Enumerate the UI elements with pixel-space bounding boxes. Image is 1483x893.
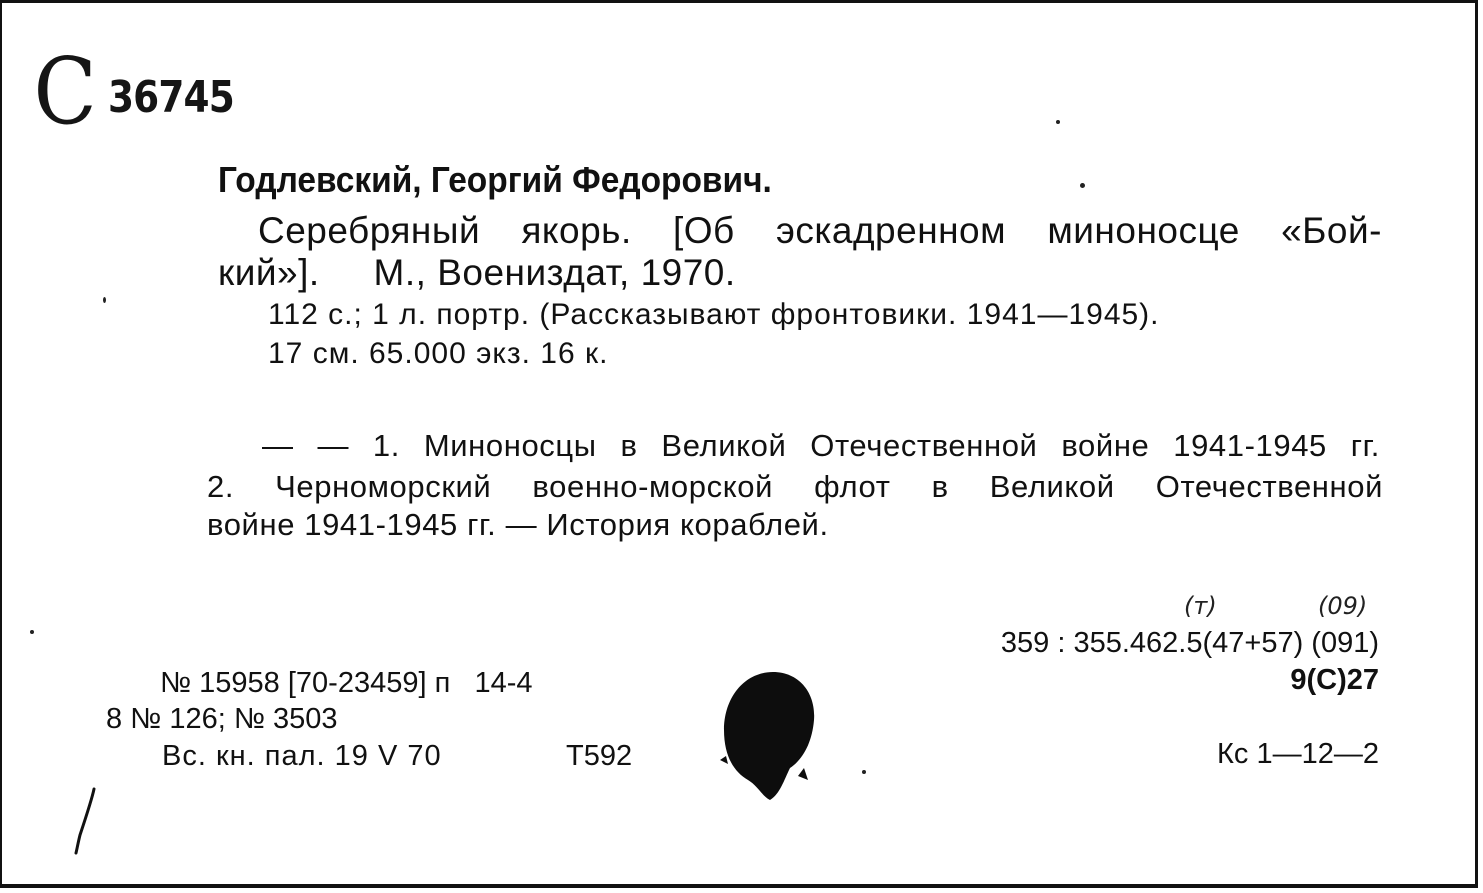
udc-index: 359 : 355.462.5(47+57) (091) <box>1000 627 1379 659</box>
speck <box>103 297 106 303</box>
number-line: 8 № 126; № 3503 <box>106 703 338 735</box>
subject-line-2: 2. Черноморский военно-морской флот в Великой Отечественной <box>207 469 1383 504</box>
t-code: Т592 <box>566 740 633 772</box>
author-heading: Годлевский, Георгий Федорович. <box>218 159 772 200</box>
registry-number: № 15958 [70-23459] п 14-4 <box>160 667 533 699</box>
call-number: 36745 <box>108 72 234 123</box>
subject-line-3: войне 1941-1945 гг. — История кораблей. <box>207 507 829 542</box>
ink-blot <box>718 668 828 804</box>
speck <box>1056 120 1060 124</box>
ks-code: Кс 1—12—2 <box>1217 738 1379 770</box>
pencil-mark <box>70 785 100 857</box>
collation-line-1: 112 с.; 1 л. портр. (Рассказывают фронтовики. 1941—1945). <box>268 298 1160 331</box>
speck <box>30 630 34 634</box>
title-line-1: Серебряный якорь. [Об эскадренном миноносце «Бой- <box>258 210 1382 251</box>
title-line-2: кий»]. М., Воениздат, 1970. <box>218 252 736 293</box>
collation-line-2: 17 см. 65.000 экз. 16 к. <box>268 337 609 370</box>
catalog-letter: С <box>33 38 97 145</box>
sale-date: Вс. кн. пал. 19 V 70 <box>162 740 442 772</box>
subject-line-1: — — 1. Миноносцы в Великой Отечественной войне 1941-1945 гг. <box>262 428 1380 463</box>
bbk-index: 9(С)27 <box>1290 664 1379 696</box>
handwritten-note-1: (т) <box>1184 592 1217 620</box>
speck <box>862 770 866 774</box>
speck <box>1080 183 1085 188</box>
handwritten-note-2: (09) <box>1318 592 1368 620</box>
